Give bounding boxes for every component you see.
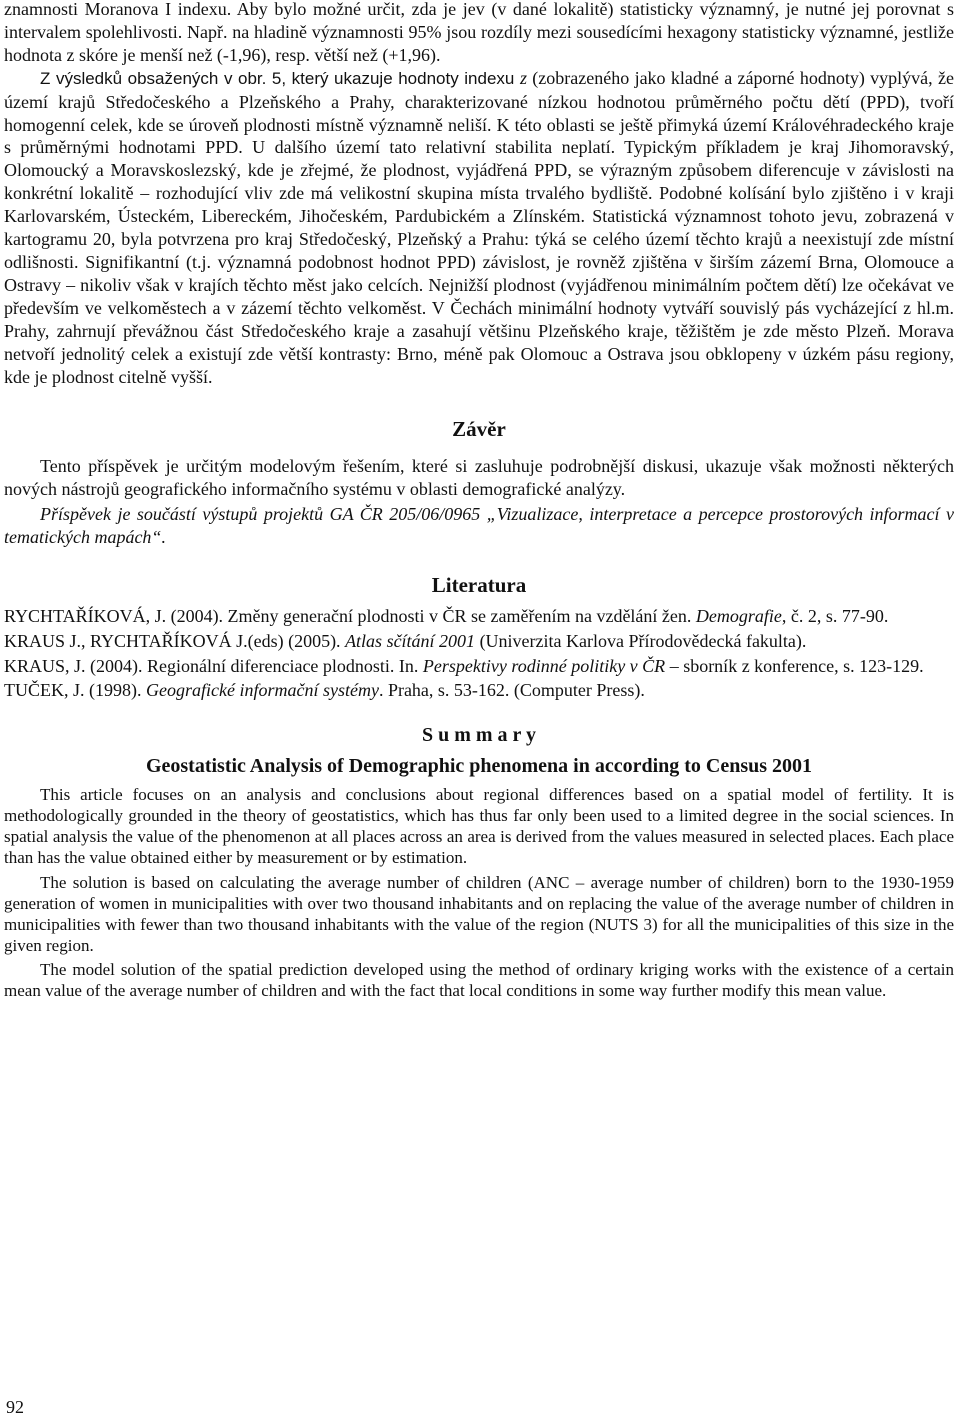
reference-list [4,605,954,702]
page-number: 92 [6,1397,24,1417]
ref-1-title: Demografie [695,606,782,627]
reference-2 [4,630,954,653]
ref-3-tail: – sborník z konference, s. 123-129. [665,655,924,676]
page [4,0,954,1002]
literature-heading: Literatura [431,573,527,598]
conclusion-paragraph-2: Příspěvek je součástí výstupů projektů GA ČR 205/06/0965 „Vizualizace, interpretace a percepce prostorových informací v tematických mapách“. [4,504,954,548]
ref-3-text: KRAUS, J. (2004). Regionální diferenciace plodnosti. In. [4,655,423,676]
summary-heading: S u m m a r y [421,724,537,747]
body-paragraph-1: znamnosti Moranova I indexu. Aby bylo možné určit, zda je jev (v dané lokalitě) statisticky významný, je nutné jej porovnat s intervalem spolehlivosti. Např. na hladině významnosti 95% jsou rozdíly mezi sousedícími hexagony statisticky významné, jestliže hodnota z skóre je menší než (-1,96), resp. větší než (+1,96). [4,0,954,65]
summary-body [4,785,954,1002]
conclusion-heading: Závěr [452,417,506,442]
summary-paragraph-2: The solution is based on calculating the average number of children (ANC – average number of children) born to the 1930-1959 generation of women in municipalities with over two thousand inhabitants and on replacing the value of the average number of children in municipalities with fewer than two thousand inhabitants with the value of the region (NUTS 3) for all the municipalities of this size in the given region. [4,872,954,955]
reference-4 [4,679,954,702]
ref-4-tail: . Praha, s. 53-162. (Computer Press). [378,680,645,701]
summary-paragraph-1: This article focuses on an analysis and conclusions about regional differences based on a spatial model of fertility. It is methodologically grounded in the theory of geostatistics, which has thus far only been used to a limited degree in the social sciences. In spatial analysis the value of the phenomenon at all places across an area is derived from the values measured in selected places. Each place than has the value obtained either by measurement or by estimation. [4,785,954,867]
summary-paragraph-3: The model solution of the spatial prediction developed using the method of ordinary kriging works with the existence of a certain mean value of the average number of children and with the fact that local conditions in some way further modify this mean value. [4,960,954,1001]
para2-text-a: Z výsledků obsažených v obr. 5, který ukazuje hodnoty indexu [40,68,520,88]
reference-3 [4,655,954,678]
para2-z: z [519,67,527,88]
ref-4-text: TUČEK, J. (1998). [4,680,146,701]
reference-1 [4,605,954,628]
conclusion-paragraph-1: Tento příspěvek je určitým modelovým řešením, které si zasluhuje podrobnější diskusi, ukazuje však možnosti některých nových nástrojů geografického informačního systému v oblasti demografické analýzy. [4,456,954,500]
ref-3-title: Perspektivy rodinné politiky v ČR [422,655,666,676]
ref-2-text: KRAUS J., RYCHTAŘÍKOVÁ J.(eds) (2005). [4,630,346,651]
ref-1-text: RYCHTAŘÍKOVÁ, J. (2004). Změny generační plodnosti v ČR se zaměřením na vzdělání žen. [4,606,696,627]
summary-subheading: Geostatistic Analysis of Demographic phenomena in according to Census 2001 [145,755,813,778]
ref-4-title: Geografické informační systémy [146,680,379,701]
ref-2-tail: (Univerzita Karlova Přírodovědecká fakulta). [475,630,807,651]
para2-text-b: (zobrazeného jako kladné a záporné hodnoty) vyplývá, že území krajů Středočeského a Plzeňského a Prahy, charakterizované nízkou hodnotou průměrného počtu dětí (PPD), tvoří homogenní celek, kde se úroveň plodnosti místně významně neliší. K této oblasti se ještě přimyká území Královéhradeckého kraje s průměrnými hodnotami PPD. U dalšího území tato relativní stabilita neplatí. Typickým příkladem je kraj Jihomoravský, Olomoucký a Moravskoslezský, kde je zřejmé, že plodnost, vyjádřená PPD, se výrazným způsobem diferencuje v závislosti na konkrétní lokalitě – rozhodující vliv zde má velikostní skupina místa trvalého bydliště. Podobné kolísání bylo zjištěno i v kraji Karlovarském, Ústeckém, Libereckém, Jihočeském, Pardubickém a Zlínském. Statistická významnost tohoto jevu, zobrazená v kartogramu 20, byla potvrzena pro kraj Středočeský, Plzeňský a Prahu: týká se celého území těchto krajů a neexistují zde místní odlišnosti. Signifikantní (t.j. významná podobnost hodnot PPD) závislost, je rovněž zjištěna v širším zázemí Brna, Olomouce a Ostravy – nikoliv však v krajích těchto měst jako celcích. Nejnižší plodnost (vyjádřenou minimálním počtem dětí) lze očekávat ve především ve velkoměstech a v zázemí těchto velkoměst. V Čechách minimální hodnoty vytváří souvislý pás vycházející z hl.m. Prahy, zahrnují převážnou část Středočeského kraje a zasahují většinu Plzeňského kraje, těžištěm je zde město Plzeň. Morava netvoří jednolitý celek a existují zde větší kontrasty: Brno, méně pak Olomouc a Ostrava jsou obklopeny v úzkém pásu regiony, kde je plodnost citelně vyšší. [4,67,954,387]
ref-1-tail: , č. 2, s. 77-90. [781,606,889,627]
ref-2-title: Atlas sčítání 2001 [345,630,476,651]
body-paragraph-2 [4,67,954,389]
